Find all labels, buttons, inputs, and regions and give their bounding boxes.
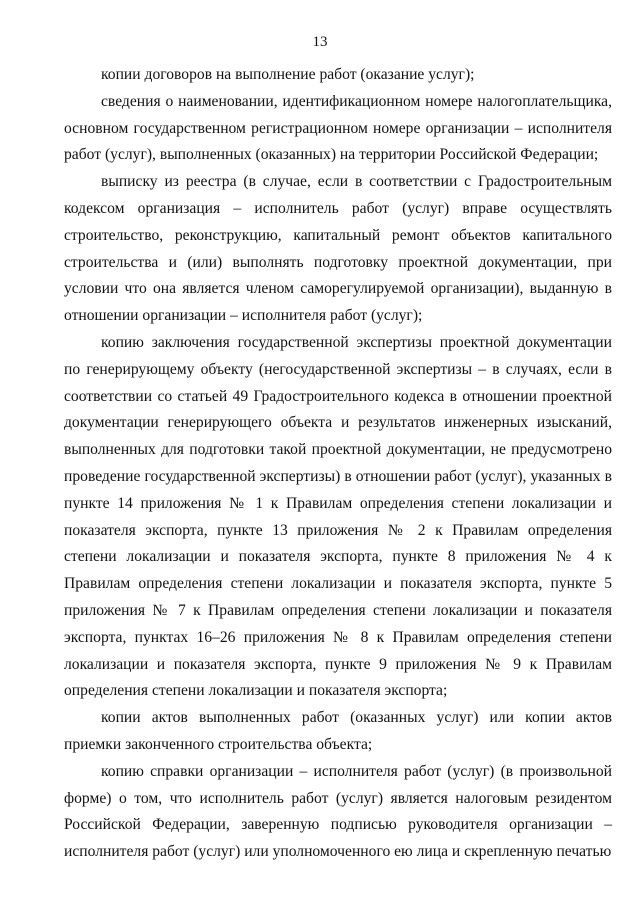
paragraph-expertise-conclusion: копию заключения государственной экспертизы проектной документации по генерирующему объекту (негосударственной экспертизы – в случаях, если в соответствии со статьей 49 Градостроительного кодекса в отношении проектной документации генерирующего объекта и результатов инженерных изысканий, выполненных для подготовки такой проектной документации, не предусмотрено проведение государственной экспертизы) в отношении работ (услуг), указанных в пункте 14 приложения № 1 к Правилам определения степени локализации и показателя экспорта, пункте 13 приложения № 2 к Правилам определения степени локализации и показателя экспорта, пункте 8 приложения № 4 к Правилам определения степени локализации и показателя экспорта, пункте 5 приложения № 7 к Правилам определения степени локализации и показателя экспорта, пунктах 16–26 приложения № 8 к Правилам определения степени локализации и показателя экспорта, пункте 9 приложения № 9 к Правилам определения степени локализации и показателя экспорта; <box>64 333 612 700</box>
paragraph-contract-copies: копии договоров на выполнение работ (оказание услуг); <box>101 66 475 83</box>
document-body <box>64 62 612 866</box>
page-number: 13 <box>312 34 328 50</box>
paragraph-contractor-details: сведения о наименовании, идентификационном номере налогоплательщика, основном государственном регистрационном номере организации – исполнителя работ (услуг), выполненных (оказанных) на территории Российской Федерации; <box>64 92 612 164</box>
paragraph-registry-extract: выписку из реестра (в случае, если в соответствии с Градостроительным кодексом организация – исполнитель работ (услуг) вправе осуществлять строительство, реконструкцию, капитальный ремонт объектов капитального строительства и (или) выполнять подготовку проектной документации, при условии что она является членом саморегулируемой организации), выданную в отношении организации – исполнителя работ (услуг); <box>64 173 612 325</box>
paragraph-tax-resident-certificate: копию справки организации – исполнителя работ (услуг) (в произвольной форме) о том, что исполнитель работ (услуг) является налоговым резидентом Российской Федерации, заверенную подписью руководителя организации – исполнителя работ (услуг) или уполномоченного ею лица и скрепленную печатью <box>64 762 612 861</box>
paragraph-acceptance-acts: копии актов выполненных работ (оказанных услуг) или копии актов приемки законченного строительства объекта; <box>64 709 612 753</box>
